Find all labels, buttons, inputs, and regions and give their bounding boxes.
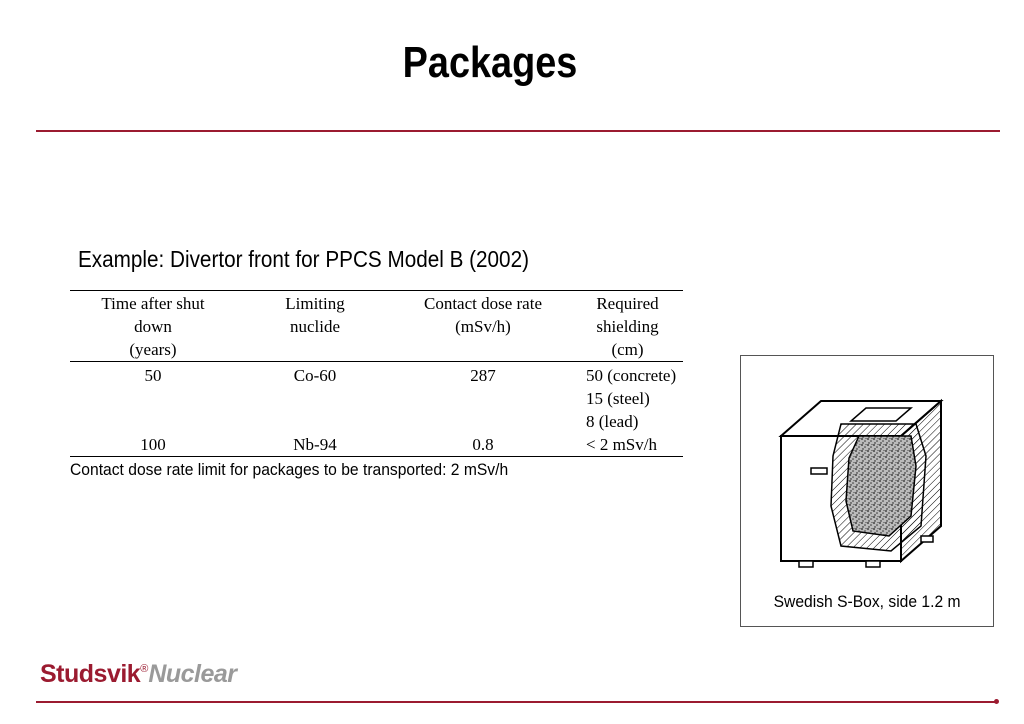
cell-dose: 287 [470,366,496,385]
slide-title: Packages [402,38,578,87]
table-subtitle: Example: Divertor front for PPCS Model B (2002) [78,246,529,272]
s-box-container-illustration [771,396,961,576]
title-divider [36,130,1000,132]
cell-time: 100 [140,435,166,454]
table-row [70,362,683,434]
footer-divider [36,701,996,703]
dose-rate-table [70,290,683,457]
s-box-figure [740,355,994,627]
cell-nuclide: Nb-94 [293,435,337,454]
header-dose-rate: Contact dose rate (mSv/h) [423,294,542,336]
figure-caption: Swedish S-Box, side 1.2 m [773,592,961,611]
header-shielding: Required shielding (cm) [596,294,659,359]
table-row [70,433,683,457]
header-time: Time after shut down (years) [101,294,205,359]
transport-limit-note: Contact dose rate limit for packages to be transported: 2 mSv/h [70,460,509,479]
cell-dose: 0.8 [472,435,494,454]
logo-division: Nuclear [148,660,237,688]
logo-registered-mark: ® [140,663,149,675]
header-nuclide: Limiting nuclide [285,294,345,336]
table-header-row [70,291,683,362]
cell-shielding: < 2 mSv/h [586,435,657,454]
cell-time: 50 [144,366,162,385]
studsvik-nuclear-logo [40,660,237,689]
footer-dot [994,699,999,704]
cell-shielding: 50 (concrete) 15 (steel) 8 (lead) [586,366,677,431]
cell-nuclide: Co-60 [293,366,337,385]
logo-brand: Studsvik [40,660,141,688]
